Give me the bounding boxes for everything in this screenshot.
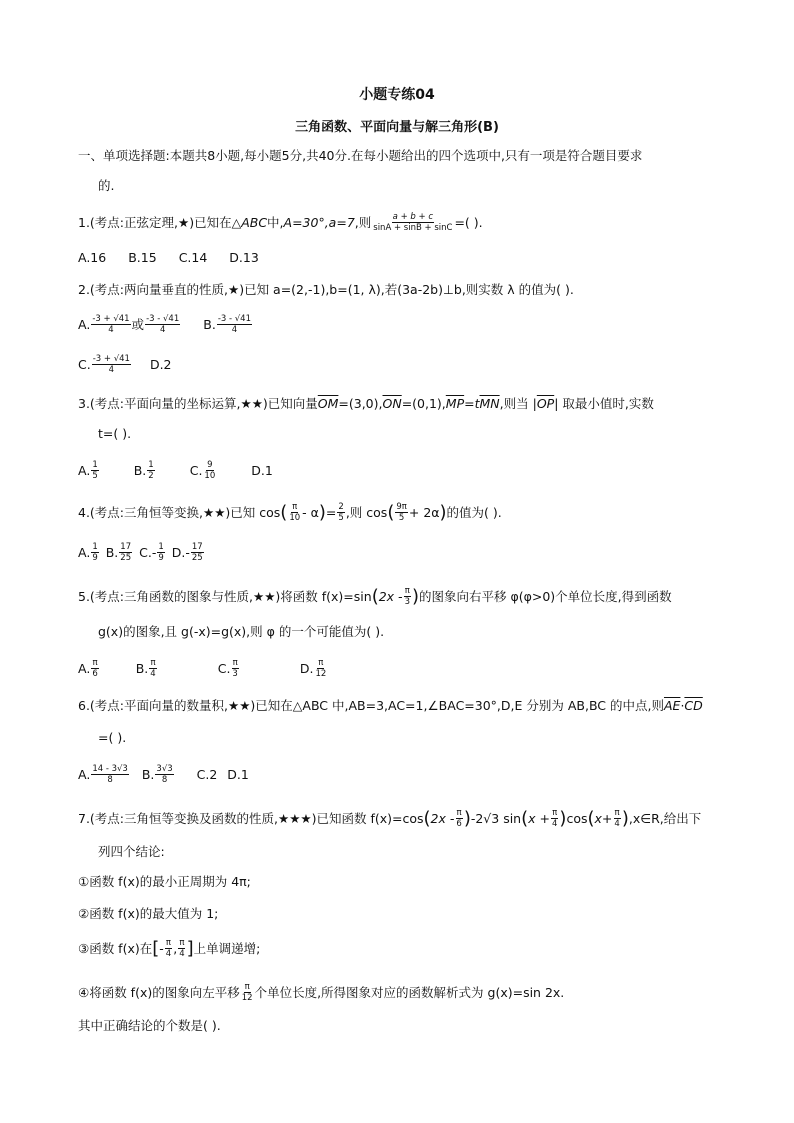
q2-option-c-frac bbox=[92, 354, 131, 375]
q7-c3-neg: - bbox=[159, 940, 164, 956]
q7-c4-text-b: 个单位长度,所得图象对应的函数解析式为 g(x)=sin 2x. bbox=[254, 984, 565, 1000]
q7-f3-den: 4 bbox=[614, 819, 620, 829]
q4-plus: + 2α bbox=[408, 504, 440, 520]
q3-b-frac bbox=[147, 460, 154, 481]
q3-vector-mn: $\overline{MN}$ bbox=[479, 396, 500, 411]
q3-line2: t=( ). bbox=[98, 426, 132, 441]
q7-frac3 bbox=[613, 808, 620, 829]
q4-stem-c: 的值为( ). bbox=[446, 504, 502, 520]
q6-vector-cd: $\overline{CD}$ bbox=[684, 698, 703, 713]
q5-c-den: 3 bbox=[232, 669, 238, 679]
q2-b-den: 4 bbox=[231, 325, 238, 335]
q5-b-den: 4 bbox=[150, 669, 156, 679]
q5-options bbox=[78, 658, 328, 679]
q5-frac bbox=[404, 586, 411, 607]
q5-d-label: D. bbox=[299, 660, 314, 676]
q1-stem: 1.(考点:正弦定理,★)已知在△ bbox=[78, 214, 242, 230]
q5-f-num: π bbox=[404, 586, 410, 596]
q7-c4-text: ④将函数 f(x)的图象向左平移 bbox=[78, 984, 240, 1000]
q7-c3-f1-num: π bbox=[165, 938, 172, 948]
q3-s3: =t bbox=[464, 396, 480, 411]
q2-option-a-or: 或 bbox=[131, 316, 145, 332]
q4-frac3 bbox=[395, 502, 408, 523]
q1-condition: A=30°,a=7 bbox=[283, 214, 355, 230]
q2-option-a-frac1 bbox=[91, 314, 130, 335]
q7-paren2-close: ) bbox=[559, 807, 567, 829]
q4-f3-den: 5 bbox=[398, 513, 405, 523]
q7-f2-den: 4 bbox=[552, 819, 558, 829]
q7-paren3: ( bbox=[587, 807, 595, 829]
q4-mid: - α bbox=[302, 504, 319, 520]
q7-c3-bracket-open: [ bbox=[152, 937, 160, 959]
q7-paren1: ( bbox=[423, 807, 431, 829]
q1-fraction bbox=[372, 212, 453, 233]
q4-f2-num: 2 bbox=[338, 502, 344, 512]
q4-b-label: B. bbox=[105, 544, 119, 560]
q5-a-den: 6 bbox=[92, 669, 98, 679]
section-heading-cont: 的. bbox=[98, 178, 115, 193]
q6-options bbox=[78, 764, 249, 785]
q3-b-num: 1 bbox=[148, 460, 154, 470]
q5-a-frac bbox=[91, 658, 98, 679]
q4-paren: ( bbox=[280, 501, 288, 523]
q4-b-den: 25 bbox=[120, 553, 132, 563]
q5-stem-b: 的图象向右平移 φ(φ>0)个单位长度,得到函数 bbox=[419, 588, 672, 604]
q7-conclusion-3 bbox=[78, 938, 260, 959]
question-1 bbox=[78, 212, 483, 233]
q7-f2-num: π bbox=[552, 808, 558, 818]
question-4 bbox=[78, 502, 502, 523]
q6-option-d: D.1 bbox=[227, 766, 249, 782]
q3-vector-om: $\overline{OM}$ bbox=[317, 396, 339, 411]
q4-stem: 4.(考点:三角恒等变换,★★)已知 cos bbox=[78, 504, 281, 520]
q3-vector-on: $\overline{ON}$ bbox=[382, 396, 402, 411]
q4-eq: = bbox=[325, 504, 337, 520]
q7-conclusion-4 bbox=[78, 982, 564, 1003]
q4-f1-num: π bbox=[292, 502, 298, 512]
q1-answer-blank: =( ). bbox=[454, 214, 483, 230]
q3-vector-op: $\overline{OP}$ bbox=[536, 396, 555, 411]
q6-line2: =( ). bbox=[98, 730, 127, 745]
q7-in2: x + bbox=[528, 810, 550, 826]
q7-c3-frac2 bbox=[178, 938, 185, 959]
q7-conclusion-2: ②函数 f(x)的最大值为 1; bbox=[78, 906, 219, 921]
q5-b-label: B. bbox=[135, 660, 149, 676]
page-title: 小题专练04 bbox=[359, 87, 435, 103]
q1-option-d: D.13 bbox=[229, 250, 259, 265]
q5-f-den: 3 bbox=[404, 597, 410, 607]
q3-s4: ,则当 | bbox=[499, 396, 537, 411]
q3-c-den: 10 bbox=[204, 471, 216, 481]
q7-conclusion-1: ①函数 f(x)的最小正周期为 4π; bbox=[78, 874, 251, 889]
q2-option-b-label: B. bbox=[203, 316, 216, 332]
q5-d-frac bbox=[314, 658, 327, 679]
q7-c3-text: ③函数 f(x)在 bbox=[78, 940, 153, 956]
q2-options-ab bbox=[78, 314, 253, 335]
q2-option-d: D.2 bbox=[149, 356, 172, 372]
q4-d-label: D.- bbox=[171, 544, 190, 560]
q6-stem: 6.(考点:平面向量的数量积,★★)已知在△ABC 中,AB=3,AC=1,∠BAC=30°,D,E 分别为 AB,BC 的中点,则 bbox=[78, 698, 664, 713]
page-subtitle: 三角函数、平面向量与解三角形(B) bbox=[295, 120, 499, 135]
q1-option-a: A.16 bbox=[78, 250, 107, 265]
q5-c-frac bbox=[231, 658, 238, 679]
q7-in3: x+ bbox=[594, 810, 613, 826]
q6-b-label: B. bbox=[141, 766, 155, 782]
q3-stem: 3.(考点:平面向量的坐标运算,★★)已知向量 bbox=[78, 396, 318, 411]
q6-a-label: A. bbox=[78, 766, 91, 782]
q1-triangle: ABC bbox=[241, 214, 268, 230]
q4-f1-den: 10 bbox=[289, 513, 301, 523]
q6-option-c: C.2 bbox=[196, 766, 218, 782]
q4-d-num: 17 bbox=[191, 542, 203, 552]
q1-option-c: C.14 bbox=[178, 250, 208, 265]
q7-frac2 bbox=[551, 808, 558, 829]
q4-f2-den: 5 bbox=[338, 513, 344, 523]
q3-vector-mp: $\overline{MP}$ bbox=[445, 396, 465, 411]
q4-d-frac bbox=[191, 542, 204, 563]
q6-b-frac bbox=[155, 764, 173, 785]
q7-c3-frac1 bbox=[165, 938, 172, 959]
q1-text2: ,则 bbox=[354, 214, 372, 230]
q3-c-frac bbox=[203, 460, 216, 481]
q2-a-f2-den: 4 bbox=[159, 325, 166, 335]
q4-c-den: 9 bbox=[158, 553, 164, 563]
q2-a-f1-den: 4 bbox=[108, 325, 114, 335]
q1-text: 中, bbox=[267, 214, 284, 230]
q4-options bbox=[78, 542, 205, 563]
q6-b-den: 8 bbox=[161, 775, 168, 785]
q5-d-num: π bbox=[318, 658, 324, 668]
q7-line2: 列四个结论: bbox=[98, 844, 165, 859]
q4-a-label: A. bbox=[78, 544, 91, 560]
q4-a-frac bbox=[91, 542, 98, 563]
question-3 bbox=[78, 394, 654, 414]
q4-c-frac bbox=[157, 542, 164, 563]
q3-s5: | 取最小值时,实数 bbox=[554, 396, 654, 411]
section-heading: 一、单项选择题:本题共8小题,每小题5分,共40分.在每小题给出的四个选项中,只有一项是符合题目要求 bbox=[78, 148, 643, 163]
q4-paren2: ( bbox=[387, 501, 395, 523]
question-5 bbox=[78, 586, 672, 607]
q2-option-a-label: A. bbox=[78, 316, 91, 332]
q5-a-label: A. bbox=[78, 660, 91, 676]
q3-b-label: B. bbox=[133, 462, 147, 478]
q6-b-num: 3√3 bbox=[156, 764, 173, 774]
q2-b-num: -3 - √41 bbox=[217, 314, 251, 324]
q3-c-num: 9 bbox=[207, 460, 213, 470]
q4-c-label: C.- bbox=[139, 544, 157, 560]
q7-c3-comma: , bbox=[173, 940, 178, 956]
q3-a-num: 1 bbox=[92, 460, 98, 470]
q5-b-num: π bbox=[150, 658, 156, 668]
q4-f3-num: 9π bbox=[396, 502, 407, 512]
q2-a-f2-num: -3 - √41 bbox=[146, 314, 180, 324]
q6-vector-ae: $\overline{AE}$ bbox=[663, 698, 681, 713]
q3-a-label: A. bbox=[78, 462, 91, 478]
q7-cos: cos bbox=[566, 810, 588, 826]
q6-a-num: 14 - 3√3 bbox=[92, 764, 128, 774]
q4-stem-b: ,则 cos bbox=[345, 504, 388, 520]
q7-c3-bracket-close: ] bbox=[186, 937, 194, 959]
q7-c4-den: 12 bbox=[241, 993, 253, 1003]
q7-c3-f2-den: 4 bbox=[179, 949, 185, 959]
q4-frac1 bbox=[288, 502, 301, 523]
q1-frac-num: a + b + c bbox=[392, 212, 434, 222]
q5-c-num: π bbox=[232, 658, 238, 668]
q3-s1: =(3,0), bbox=[338, 396, 383, 411]
q2-a-f1-num: -3 + √41 bbox=[92, 314, 130, 324]
q5-d-den: 12 bbox=[315, 669, 327, 679]
q3-s2: =(0,1), bbox=[401, 396, 446, 411]
q7-f1-den: 6 bbox=[456, 819, 462, 829]
q3-options bbox=[78, 460, 273, 481]
q7-paren3-close: ) bbox=[621, 807, 629, 829]
q7-paren1-close: ) bbox=[463, 807, 471, 829]
q7-frac1 bbox=[455, 808, 462, 829]
q4-a-den: 9 bbox=[92, 553, 98, 563]
question-6 bbox=[78, 696, 703, 716]
q4-paren-close: ) bbox=[318, 501, 326, 523]
q6-a-frac bbox=[91, 764, 129, 785]
q4-frac2 bbox=[337, 502, 344, 523]
q5-stem: 5.(考点:三角函数的图象与性质,★★)将函数 f(x)=sin bbox=[78, 588, 372, 604]
question-7 bbox=[78, 808, 701, 829]
q4-paren2-close: ) bbox=[439, 501, 447, 523]
q2-option-a-frac2 bbox=[145, 314, 180, 335]
q2-c-num: -3 + √41 bbox=[92, 354, 130, 364]
q7-c3-f2-num: π bbox=[179, 938, 185, 948]
q7-stem: 7.(考点:三角恒等变换及函数的性质,★★★)已知函数 f(x)=cos bbox=[78, 810, 424, 826]
q4-d-den: 25 bbox=[191, 553, 203, 563]
q4-b-num: 17 bbox=[120, 542, 132, 552]
q4-c-num: 1 bbox=[158, 542, 164, 552]
q7-stem-b: ,x∈R,给出下 bbox=[628, 810, 702, 826]
q3-b-den: 2 bbox=[148, 471, 154, 481]
q5-paren-close: ) bbox=[411, 585, 420, 607]
q7-c4-num: π bbox=[244, 982, 250, 992]
q7-f3-num: π bbox=[614, 808, 620, 818]
q7-f1-num: π bbox=[456, 808, 462, 818]
q4-a-num: 1 bbox=[92, 542, 98, 552]
q3-option-d: D.1 bbox=[251, 462, 273, 478]
q1-frac-den: sinA + sinB + sinC bbox=[373, 223, 453, 233]
question-2: 2.(考点:两向量垂直的性质,★)已知 a=(2,-1),b=(1, λ),若(3a-2b)⊥b,则实数 λ 的值为( ). bbox=[78, 282, 574, 297]
q2-option-c-label: C. bbox=[78, 356, 91, 372]
q2-option-b-frac bbox=[217, 314, 252, 335]
q3-c-label: C. bbox=[189, 462, 203, 478]
q7-c4-frac bbox=[241, 982, 254, 1003]
q3-a-frac bbox=[91, 460, 98, 481]
q5-c-label: C. bbox=[217, 660, 231, 676]
q5-line2: g(x)的图象,且 g(-x)=g(x),则 φ 的一个可能值为( ). bbox=[98, 624, 385, 639]
q6-a-den: 8 bbox=[107, 775, 113, 785]
q1-option-b: B.15 bbox=[128, 250, 157, 265]
q5-b-frac bbox=[149, 658, 156, 679]
q7-mid: -2√3 sin bbox=[470, 810, 522, 826]
q5-a-num: π bbox=[92, 658, 98, 668]
q3-a-den: 5 bbox=[92, 471, 98, 481]
q2-options-cd bbox=[78, 354, 172, 375]
q5-paren: ( bbox=[371, 585, 379, 607]
q7-c3-f1-den: 4 bbox=[165, 949, 172, 959]
q1-options bbox=[78, 248, 281, 268]
q4-b-frac bbox=[119, 542, 132, 563]
q7-c3-text-b: 上单调递增; bbox=[193, 940, 261, 956]
q7-final: 其中正确结论的个数是( ). bbox=[78, 1018, 221, 1033]
q7-in1: 2x - bbox=[430, 810, 455, 826]
q2-c-den: 4 bbox=[108, 365, 115, 375]
q5-inner: 2x - bbox=[378, 588, 403, 604]
q7-paren2: ( bbox=[521, 807, 529, 829]
q6-dot: · bbox=[680, 698, 685, 713]
